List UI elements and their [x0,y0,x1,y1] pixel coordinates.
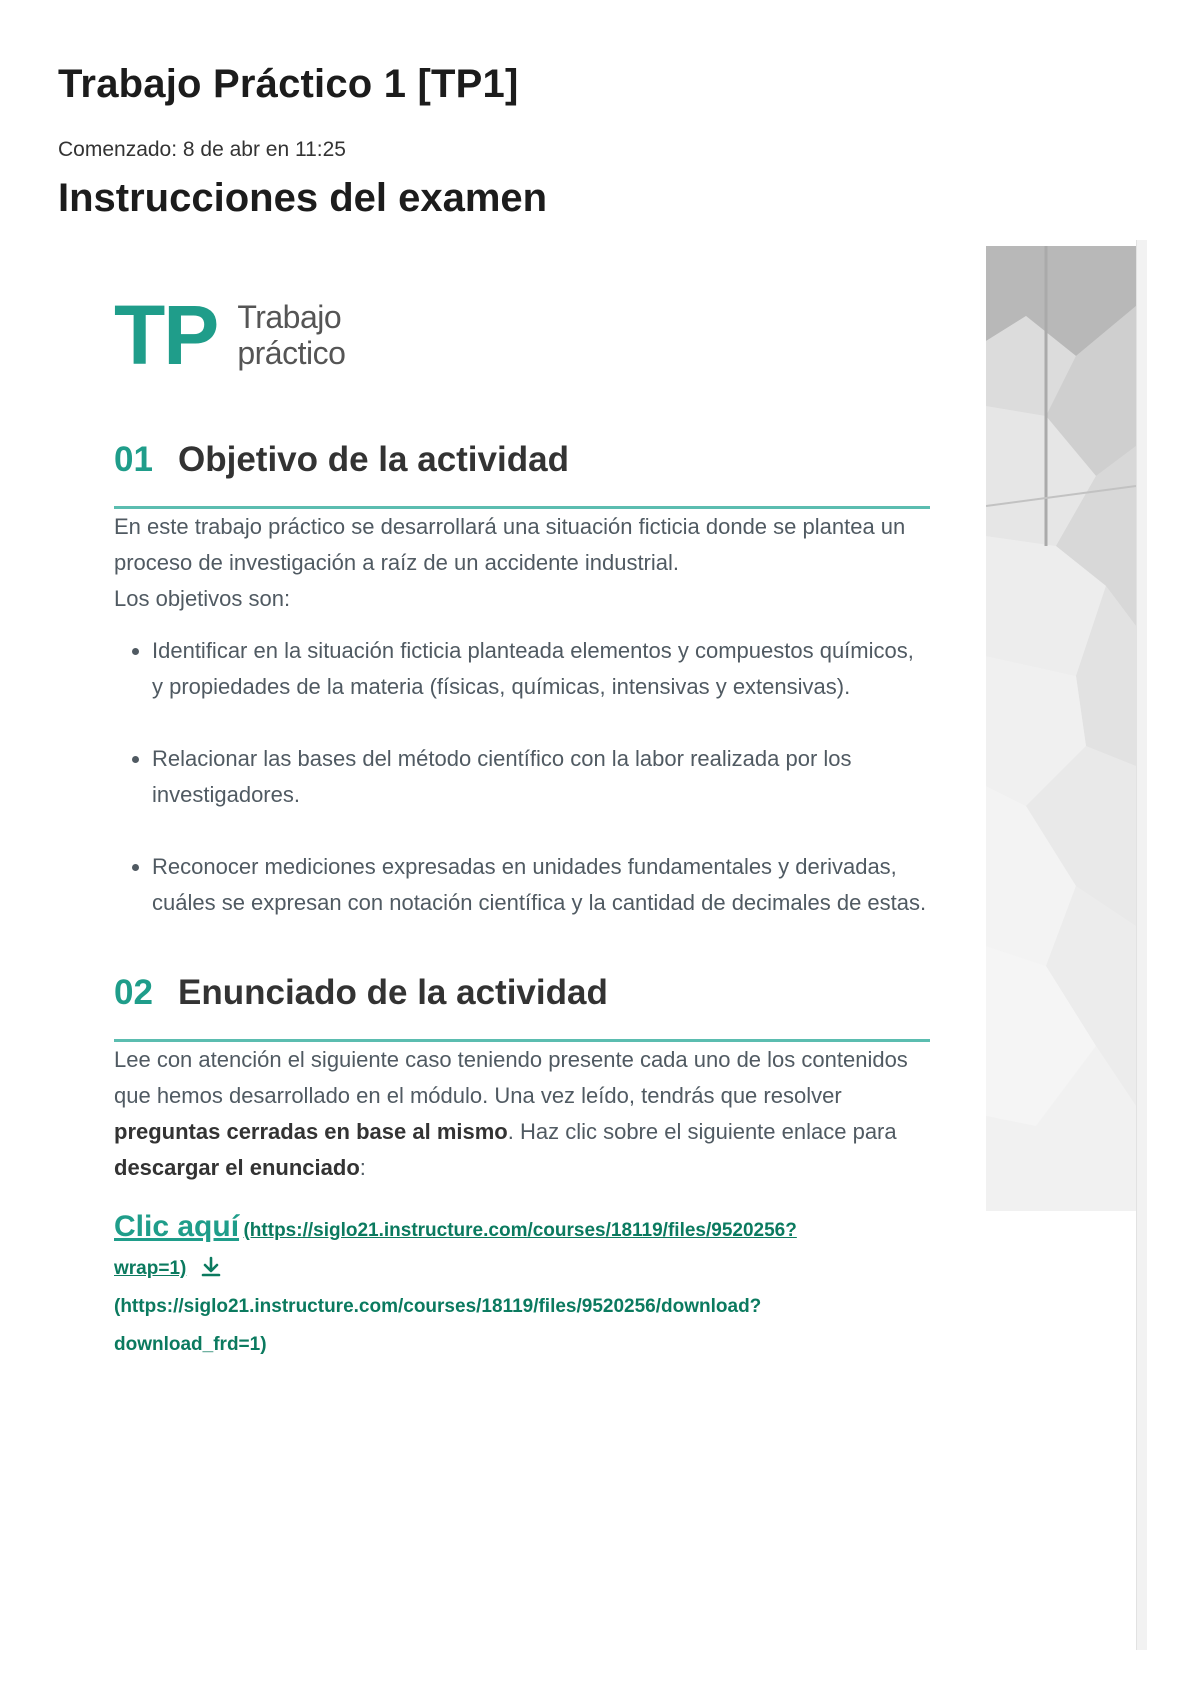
started-timestamp: Comenzado: 8 de abr en 11:25 [58,138,346,161]
section-number: 01 [114,440,153,479]
instructions-title: Instrucciones del examen [58,176,548,220]
instructions-content [114,290,930,1364]
list-item: • Identificar en la situación ficticia planteada elementos y compuestos químicos, y propiedades de la materia (físicas, químicas, intensivas y extensivas). [152,633,930,705]
logo-text-line2: práctico [237,335,346,371]
download-link-url[interactable]: (https://siglo21.instructure.com/courses/18119/files/9520256/download? [114,1296,762,1317]
statement-paragraph [114,1042,930,1186]
statement-bold: preguntas cerradas en base al mismo [114,1119,508,1144]
file-link-url[interactable]: (https://siglo21.instructure.com/courses/18119/files/9520256? [243,1220,797,1241]
objectives-label: Los objetivos son: [114,586,291,611]
section-title: Objetivo de la actividad [178,440,569,479]
logo-mark: TP [114,288,218,382]
decorative-side-image [986,246,1136,1211]
download-link-url-cont[interactable]: download_frd=1) [114,1334,267,1355]
tp-logo [114,290,930,380]
objectives-list [114,633,930,921]
file-link[interactable]: Clic aquí [114,1210,240,1243]
statement-text: Lee con atención el siguiente caso teniendo presente cada uno de los contenidos que hemos desarrollado en el módulo. Una vez leído, tendrás que resolver [114,1047,908,1108]
statement-bold: descargar el enunciado [114,1155,360,1180]
section-number: 02 [114,973,153,1012]
list-item: • Relacionar las bases del método científico con la labor realizada por los investigadores. [152,741,930,813]
logo-text [237,299,345,371]
download-icon[interactable] [199,1255,223,1284]
page-title: Trabajo Práctico 1 [TP1] [58,62,519,106]
file-link-url-cont[interactable]: wrap=1) [114,1258,187,1279]
section-title: Enunciado de la actividad [178,973,608,1012]
list-item: • Reconocer mediciones expresadas en unidades fundamentales y derivadas, cuáles se expresan con notación científica y la cantidad de decimales de estas. [152,849,930,921]
download-link-block [114,1210,930,1364]
objective-intro: En este trabajo práctico se desarrollará una situación ficticia donde se plantea un proceso de investigación a raíz de un accidente industrial. [114,514,906,575]
logo-text-line1: Trabajo [237,299,342,335]
statement-text: . Haz clic sobre el siguiente enlace para [507,1119,897,1144]
section-statement-header [114,973,930,1042]
scrollbar-track[interactable] [1136,240,1147,1650]
statement-text: : [359,1155,366,1180]
section-objective-header [114,440,930,509]
